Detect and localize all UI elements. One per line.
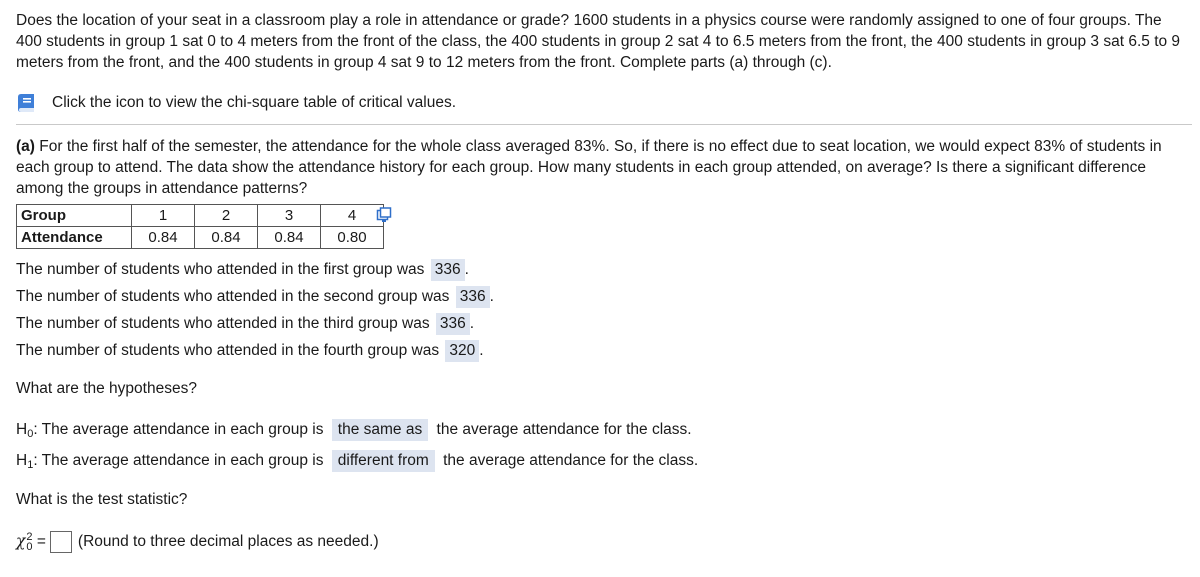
answer-line-group-1	[16, 259, 469, 281]
answer-value-group-2[interactable]: 336	[456, 286, 490, 308]
table-cell: 0.80	[321, 227, 384, 249]
table-row	[17, 205, 384, 227]
table-cell: 2	[195, 205, 258, 227]
table-cell: 4	[321, 205, 384, 227]
chi-square-table-link-row[interactable]	[16, 92, 456, 114]
table-header-attendance: Attendance	[17, 227, 132, 249]
test-statistic-input[interactable]	[50, 531, 72, 553]
answer-prefix: The number of students who attended in the third group was	[16, 315, 430, 332]
answer-prefix: The number of students who attended in the first group was	[16, 261, 425, 278]
problem-intro: Does the location of your seat in a classroom play a role in attendance or grade? 1600 students in a physics course were randomly assigned to one of four groups. The 400 students in group 1 sat 0 to 4 meters from the front of the class, the 400 students in group 2 sat 4 to 6.5 meters from the front, the 400 students in group 3 sat 6.5 to 9 meters from the front, and the 400 students in group 4 sat 9 to 12 meters from the front. Complete parts (a) through (c).	[16, 12, 1181, 71]
table-cell: 1	[132, 205, 195, 227]
answer-suffix: .	[469, 315, 475, 332]
h0-prefix: : The average attendance in each group is	[33, 421, 324, 438]
table-row	[17, 227, 384, 249]
answer-suffix: .	[489, 288, 494, 305]
answer-prefix: The number of students who attended in the fourth group was	[16, 342, 440, 359]
answer-line-group-4	[16, 340, 484, 362]
h0-subscript: 0	[27, 428, 34, 440]
chi-symbol: χ	[16, 532, 26, 550]
section-divider	[16, 124, 1192, 125]
copy-data-icon[interactable]	[376, 207, 392, 223]
attendance-table	[16, 204, 384, 249]
answer-line-group-3	[16, 313, 474, 335]
table-cell: 0.84	[132, 227, 195, 249]
h1-choice-dropdown[interactable]: different from	[332, 450, 435, 472]
hypotheses-question: What are the hypotheses?	[16, 380, 197, 397]
h1-prefix: : The average attendance in each group is	[33, 452, 324, 469]
test-statistic-line	[16, 530, 379, 552]
part-a-text: For the first half of the semester, the attendance for the whole class averaged 83%. So, if there is no effect due to seat location, we would expect 83% of students in each group to attend. The data show the attendance history for each group. How many students in each group attended, on average? Is there a significant difference among the groups in attendance patterns?	[16, 138, 1162, 197]
answer-line-group-2	[16, 286, 494, 308]
table-cell: 0.84	[258, 227, 321, 249]
book-icon[interactable]	[16, 92, 38, 114]
chi-superscript: 2	[26, 530, 33, 543]
h1-suffix: the average attendance for the class.	[443, 452, 699, 469]
chi-subscript: 0	[26, 540, 33, 553]
answer-suffix: .	[479, 342, 484, 359]
chi-square-table-link[interactable]: Click the icon to view the chi-square table of critical values.	[52, 94, 457, 111]
h0-label: H	[16, 421, 28, 438]
table-cell: 0.84	[195, 227, 258, 249]
answer-value-group-1[interactable]: 336	[431, 259, 465, 281]
table-cell: 3	[258, 205, 321, 227]
h0-suffix: the average attendance for the class.	[436, 421, 692, 438]
answer-value-group-3[interactable]: 336	[436, 313, 470, 335]
h1-label: H	[16, 452, 28, 469]
alternative-hypothesis	[16, 450, 698, 472]
equals-sign: =	[36, 533, 46, 550]
answer-prefix: The number of students who attended in the second group was	[16, 288, 450, 305]
h0-choice-dropdown[interactable]: the same as	[332, 419, 428, 441]
null-hypothesis	[16, 419, 692, 441]
test-statistic-question: What is the test statistic?	[16, 491, 188, 508]
answer-value-group-4[interactable]: 320	[445, 340, 479, 362]
table-header-group: Group	[17, 205, 132, 227]
answer-suffix: .	[464, 261, 469, 278]
part-a-question	[16, 136, 1188, 199]
rounding-hint: (Round to three decimal places as needed.)	[77, 533, 379, 550]
h1-subscript: 1	[27, 459, 34, 471]
part-a-label: (a)	[16, 138, 35, 155]
